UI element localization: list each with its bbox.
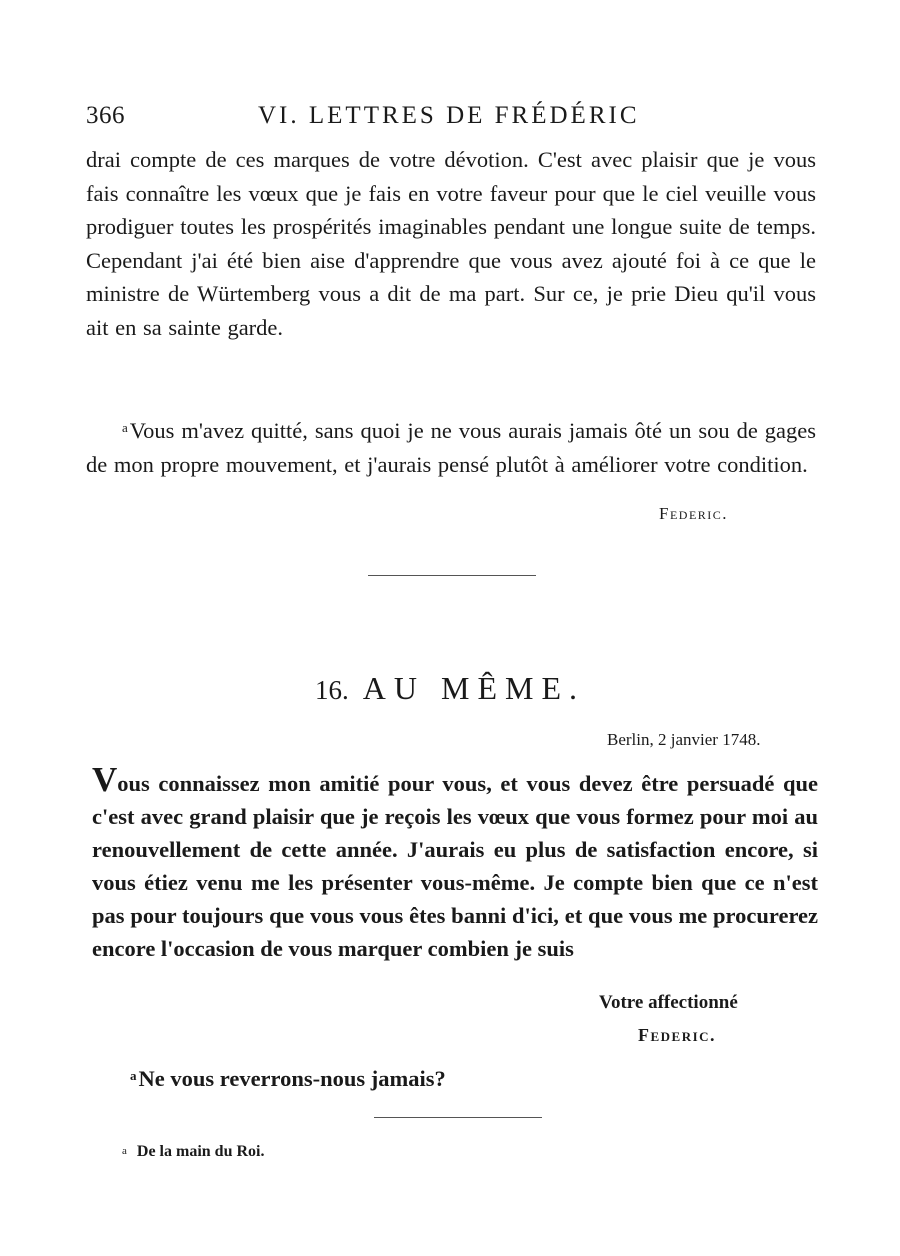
letter-16-body (92, 760, 818, 965)
footnote-marker: a (122, 1145, 127, 1157)
section-divider (368, 575, 536, 576)
footnote-text: De la main du Roi. (136, 1143, 265, 1160)
letter-16-heading (0, 670, 900, 707)
page-number: 366 (86, 102, 125, 129)
postscript-marker: a (130, 1068, 137, 1083)
section-divider (374, 1117, 542, 1118)
letter-number: 16. (315, 675, 349, 705)
postscript-text: Ne vous reverrons-nous jamais? (138, 1066, 446, 1091)
letter-16-signature: Federic. (638, 1025, 717, 1045)
letter-16-place-date: Berlin, 2 janvier 1748. (607, 730, 761, 749)
postscript-marker: a (122, 420, 128, 435)
letter-16-postscript (130, 1066, 446, 1092)
letter-16-closing: Votre affectionné (599, 992, 738, 1013)
letter-title: AU MÊME. (362, 670, 585, 706)
footnote (122, 1143, 264, 1161)
drop-cap: V (92, 760, 118, 799)
letter-16-body-text: ous connaissez mon amitié pour vous, et vous devez être persuadé que c'est avec grand plaisir que je reçois les vœux que vous formez pour moi au renouvellement de cette année. J'aurais eu plus de satisfaction encore, si vous étiez venu me les présenter vous-même. Je compte bien que ce n'est pas pour toujours que vous vous êtes banni d'ici, et que vous me procurerez encore l'occasion de vous marquer combien je suis (92, 771, 818, 961)
postscript-text: Vous m'avez quitté, sans quoi je ne vous aurais jamais ôté un sou de gages de mon propre mouvement, et j'aurais pensé plutôt à améliorer votre condition. (86, 418, 816, 477)
running-title: VI. LETTRES DE FRÉDÉRIC (258, 102, 640, 129)
letter-15-postscript (86, 411, 816, 481)
letter-15-body-continuation: drai compte de ces marques de votre dévotion. C'est avec plaisir que je vous fais connaître les vœux que je fais en votre faveur pour que le ciel veuille vous prodiguer toutes les prospérités imaginables pendant une longue suite de temps. Cependant j'ai été bien aise d'apprendre que vous avez ajouté foi à ce que le ministre de Würtemberg vous a dit de ma part. Sur ce, je prie Dieu qu'il vous ait en sa sainte garde. (86, 147, 816, 340)
letter-15-signature: Federic. (659, 504, 729, 523)
